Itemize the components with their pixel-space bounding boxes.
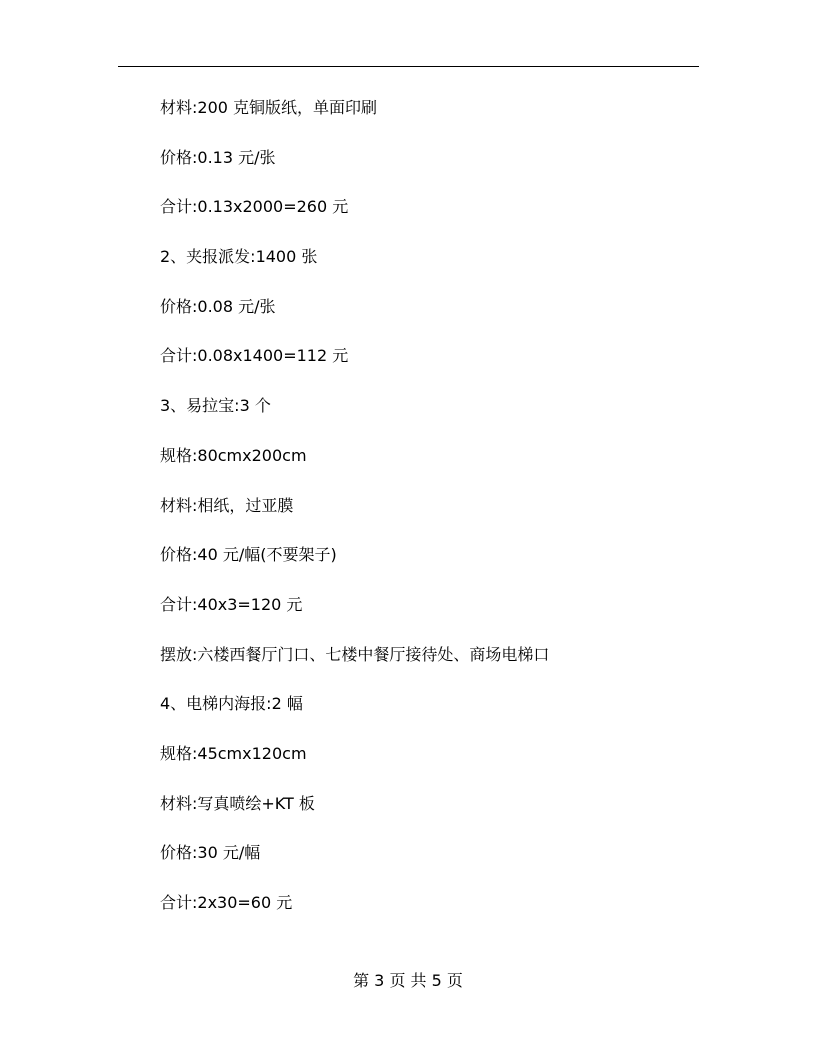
document-body <box>160 95 700 940</box>
text-line: 材料:200 克铜版纸，单面印刷 <box>160 98 378 117</box>
text-line: 价格:30 元/幅 <box>160 843 261 863</box>
text-line: 价格:0.08 元/张 <box>160 296 276 316</box>
header-rule <box>118 66 699 67</box>
text-line: 规格:45cmx120cm <box>160 743 307 763</box>
text-line: 4、电梯内海报:2 幅 <box>160 694 303 714</box>
text-line: 摆放:六楼西餐厅门口、七楼中餐厅接待处、商场电梯口 <box>160 644 550 664</box>
text-line: 合计:40x3=120 元 <box>160 594 303 614</box>
text-line: 价格:0.13 元/张 <box>160 147 276 167</box>
text-line: 价格:40 元/幅(不要架子) <box>160 545 337 565</box>
text-line: 合计:0.13x2000=260 元 <box>160 197 349 217</box>
text-line: 规格:80cmx200cm <box>160 445 307 465</box>
page-number: 第 3 页 共 5 页 <box>353 971 463 990</box>
text-line: 材料:写真喷绘+KT 板 <box>160 793 315 813</box>
text-line: 合计:2x30=60 元 <box>160 893 293 912</box>
text-line: 材料:相纸，过亚膜 <box>160 495 294 515</box>
text-line: 合计:0.08x1400=112 元 <box>160 346 349 366</box>
text-line: 2、夹报派发:1400 张 <box>160 247 318 267</box>
text-line: 3、易拉宝:3 个 <box>160 396 271 416</box>
